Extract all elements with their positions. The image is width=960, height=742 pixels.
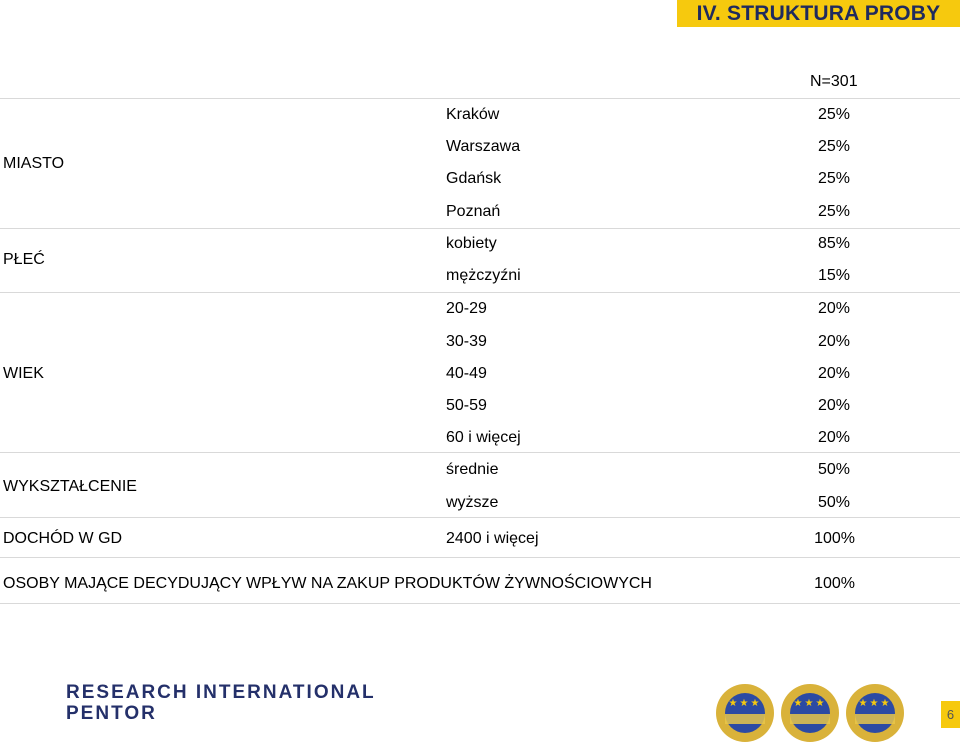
row-label: kobiety [446, 235, 497, 252]
row-label: 40-49 [446, 365, 487, 382]
divider [0, 292, 960, 293]
category-wiek: WIEK [3, 365, 44, 382]
category-miasto: MIASTO [3, 155, 65, 172]
row-label: Warszawa [446, 138, 521, 155]
title-bar [677, 0, 960, 27]
row-label: Poznań [446, 203, 501, 220]
row-label: średnie [446, 461, 499, 478]
divider [0, 452, 960, 453]
row-label: mężczyźni [446, 267, 521, 284]
row-value: 20% [817, 333, 850, 350]
row-label: 50-59 [446, 397, 487, 414]
page-number: 6 [941, 701, 960, 728]
category-plec: PŁEĆ [3, 251, 45, 268]
page-title: IV. STRUKTURA PROBY [696, 1, 941, 25]
row-value: 20% [817, 429, 850, 446]
row-label: 2400 i więcej [446, 530, 539, 547]
eu-quality-seal-icon: ★★★ [846, 684, 904, 742]
row-value: 20% [817, 397, 850, 414]
row-value: 50% [817, 461, 850, 478]
divider [0, 228, 960, 229]
divider [0, 517, 960, 518]
row-value: 100% [814, 530, 855, 547]
company-logo [66, 682, 376, 724]
category-dochod: DOCHÓD W GD [3, 530, 123, 547]
divider [0, 603, 960, 604]
logo-line-1: RESEARCH INTERNATIONAL [66, 682, 376, 703]
eu-quality-seal-icon: ★★★ [781, 684, 839, 742]
category-wyksztalcenie: WYKSZTAŁCENIE [3, 478, 137, 495]
row-value: 20% [817, 365, 850, 382]
row-label: wyższe [446, 494, 499, 511]
row-label: Kraków [446, 106, 500, 123]
row-value: 20% [817, 300, 850, 317]
logo-line-2: PENTOR [66, 703, 157, 724]
row-value: 15% [817, 267, 850, 284]
row-value: 25% [817, 203, 850, 220]
row-value: 50% [817, 494, 850, 511]
row-label: Gdańsk [446, 170, 502, 187]
row-value: 100% [814, 575, 855, 592]
row-value: 25% [817, 170, 850, 187]
row-value: 85% [817, 235, 850, 252]
row-value: 25% [817, 106, 850, 123]
row-label: 30-39 [446, 333, 487, 350]
sample-size-label: N=301 [810, 73, 858, 90]
category-osoby: OSOBY MAJĄCE DECYDUJĄCY WPŁYW NA ZAKUP PRODUKTÓW ŻYWNOŚCIOWYCH [3, 575, 652, 592]
row-value: 25% [817, 138, 850, 155]
eu-quality-seal-icon: ★★★ [716, 684, 774, 742]
row-label: 60 i więcej [446, 429, 521, 446]
divider [0, 557, 960, 558]
divider [0, 98, 960, 99]
row-label: 20-29 [446, 300, 487, 317]
